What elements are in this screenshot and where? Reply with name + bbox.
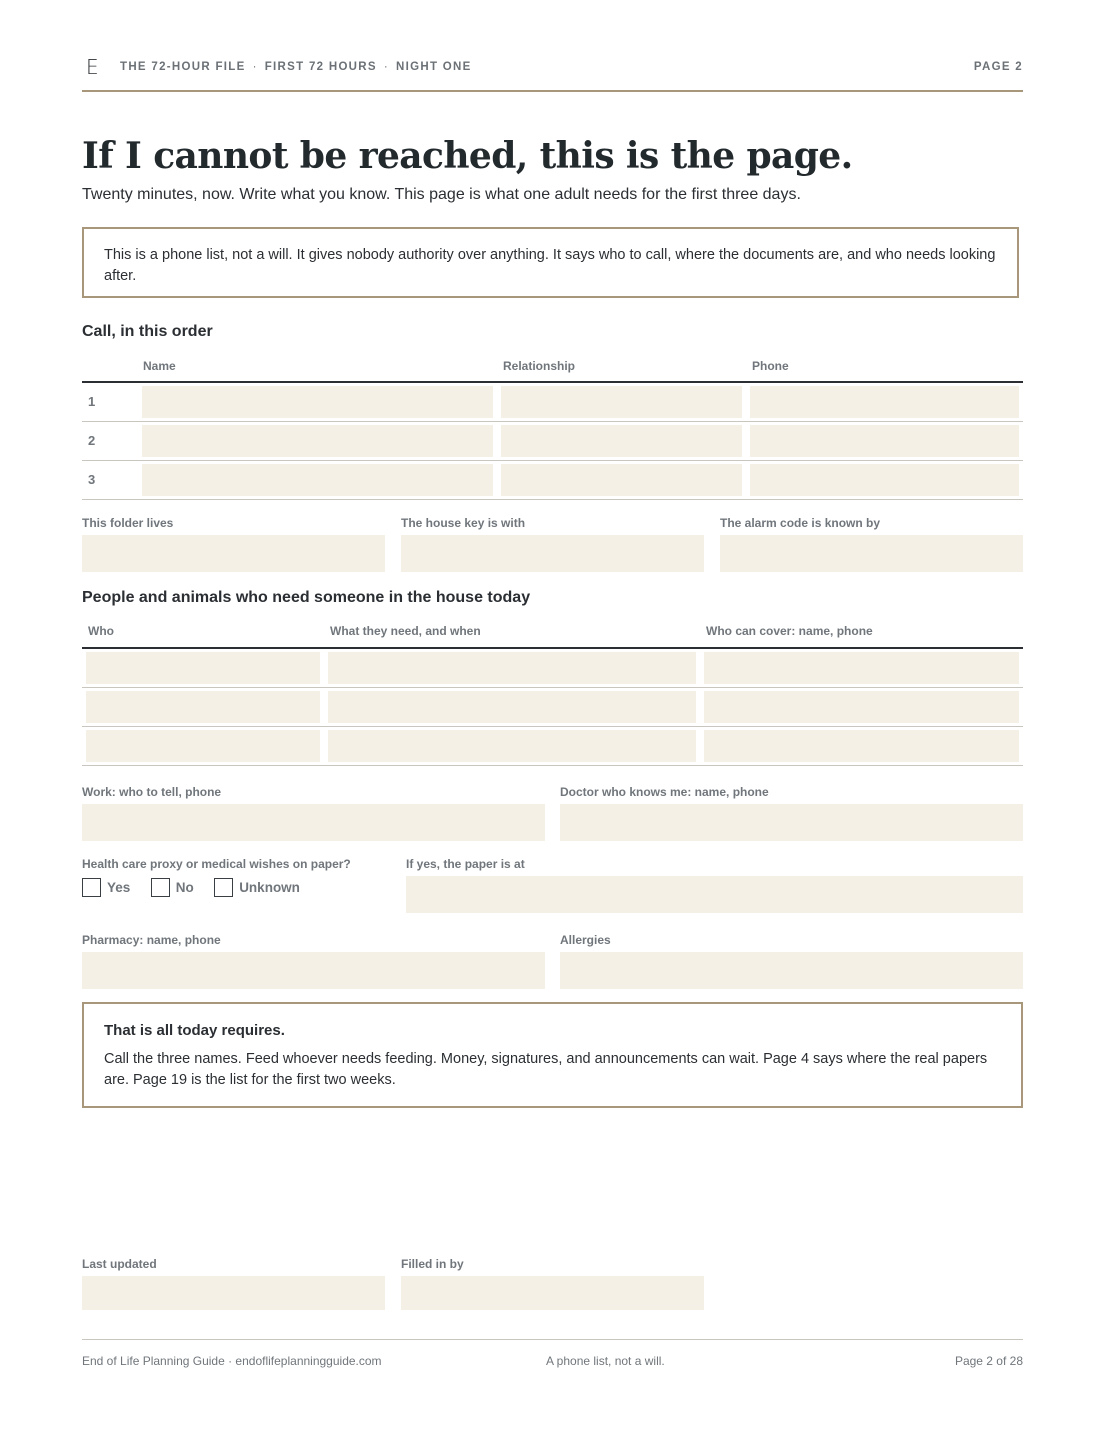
who-field[interactable]	[86, 652, 320, 684]
relationship-field[interactable]	[501, 464, 742, 496]
house-key-label: The house key is with	[401, 516, 526, 530]
work-contact-group	[82, 785, 545, 841]
care-row	[82, 727, 1023, 766]
phone-field[interactable]	[750, 464, 1019, 496]
cover-field[interactable]	[704, 652, 1019, 684]
pharmacy-group	[82, 933, 545, 989]
notice-box: This is a phone list, not a will. It gives nobody authority over anything. It says who to call, where the documents are, and who needs looking after.	[82, 227, 1019, 298]
care-row	[82, 649, 1023, 688]
call-table-header	[82, 356, 1023, 383]
header-bar	[82, 52, 1023, 92]
pharmacy-field[interactable]	[82, 952, 545, 989]
folder-location-field[interactable]	[82, 535, 385, 572]
checkbox-no[interactable]	[151, 878, 170, 897]
summary-body: Call the three names. Feed whoever needs feeding. Money, signatures, and announcements can wait. Page 4 says where the real papers are. Page 19 is the list for the first two weeks.	[104, 1051, 988, 1088]
folder-location-label: This folder lives	[82, 516, 174, 530]
allergies-group	[560, 933, 1023, 989]
care-table-header	[82, 622, 1023, 649]
summary-box	[82, 1002, 1023, 1108]
care-row	[82, 688, 1023, 727]
option-yes-label: Yes	[107, 880, 131, 895]
page-label: PAGE 2	[973, 61, 1023, 73]
breadcrumb-separator: ·	[383, 61, 390, 73]
needs-field[interactable]	[328, 691, 696, 723]
work-contact-field[interactable]	[82, 804, 545, 841]
call-row	[82, 383, 1023, 422]
house-key-group	[401, 516, 704, 572]
paper-location-field[interactable]	[406, 876, 1023, 913]
summary-title: That is all today requires.	[104, 1022, 285, 1039]
alarm-code-group	[720, 516, 1023, 572]
checkbox-unknown[interactable]	[214, 878, 233, 897]
option-unknown-label: Unknown	[239, 880, 300, 895]
alarm-code-field[interactable]	[720, 535, 1023, 572]
relationship-field[interactable]	[501, 386, 742, 418]
checkbox-yes[interactable]	[82, 878, 101, 897]
row-number: 1	[88, 394, 96, 409]
footer-tagline: A phone list, not a will.	[546, 1354, 665, 1368]
option-yes[interactable]	[82, 878, 130, 897]
who-field[interactable]	[86, 730, 320, 762]
page-subtitle: Twenty minutes, now. Write what you know. This page is what one adult needs for the first three days.	[82, 186, 801, 203]
call-section-title: Call, in this order	[82, 323, 213, 340]
last-updated-field[interactable]	[82, 1276, 385, 1310]
name-field[interactable]	[142, 464, 493, 496]
page-footer	[82, 1339, 1023, 1368]
cover-field[interactable]	[704, 691, 1019, 723]
filled-in-by-group	[401, 1257, 704, 1310]
proxy-options	[82, 878, 316, 902]
paper-location-label: If yes, the paper is at	[406, 857, 525, 871]
footer-source: End of Life Planning Guide · endoflifeplanningguide.com	[82, 1354, 382, 1368]
name-field[interactable]	[142, 386, 493, 418]
breadcrumb-item: THE 72-HOUR FILE	[120, 61, 246, 73]
call-table	[82, 356, 1023, 500]
name-field[interactable]	[142, 425, 493, 457]
column-relationship: Relationship	[503, 359, 576, 373]
breadcrumb-item: FIRST 72 HOURS	[264, 61, 377, 73]
call-row	[82, 422, 1023, 461]
who-field[interactable]	[86, 691, 320, 723]
folder-location-group	[82, 516, 385, 572]
phone-field[interactable]	[750, 425, 1019, 457]
call-row	[82, 461, 1023, 500]
last-updated-label: Last updated	[82, 1257, 157, 1271]
filled-in-by-field[interactable]	[401, 1276, 704, 1310]
breadcrumb	[120, 61, 472, 73]
doctor-contact-field[interactable]	[560, 804, 1023, 841]
filled-in-by-label: Filled in by	[401, 1257, 464, 1271]
phone-field[interactable]	[750, 386, 1019, 418]
care-table	[82, 622, 1023, 766]
breadcrumb-item: NIGHT ONE	[396, 61, 472, 73]
pharmacy-label: Pharmacy: name, phone	[82, 933, 221, 947]
proxy-question-group	[82, 857, 392, 876]
last-updated-group	[82, 1257, 385, 1310]
column-name: Name	[143, 359, 176, 373]
column-phone: Phone	[752, 359, 789, 373]
option-no[interactable]	[151, 878, 194, 897]
column-needs: What they need, and when	[330, 624, 481, 638]
footer-page-count: Page 2 of 28	[954, 1354, 1023, 1368]
alarm-code-label: The alarm code is known by	[720, 516, 881, 530]
row-number: 3	[88, 472, 96, 487]
doctor-contact-label: Doctor who knows me: name, phone	[560, 785, 769, 799]
column-who: Who	[88, 624, 114, 638]
needs-field[interactable]	[328, 652, 696, 684]
option-unknown[interactable]	[214, 878, 300, 897]
page-title: If I cannot be reached, this is the page.	[82, 135, 853, 177]
paper-location-group	[406, 857, 1023, 913]
breadcrumb-separator: ·	[252, 61, 258, 73]
allergies-field[interactable]	[560, 952, 1023, 989]
relationship-field[interactable]	[501, 425, 742, 457]
column-cover: Who can cover: name, phone	[706, 624, 873, 638]
needs-field[interactable]	[328, 730, 696, 762]
care-section-title: People and animals who need someone in the house today	[82, 589, 531, 606]
cover-field[interactable]	[704, 730, 1019, 762]
option-no-label: No	[175, 880, 194, 895]
work-contact-label: Work: who to tell, phone	[82, 785, 222, 799]
allergies-label: Allergies	[560, 933, 611, 947]
brand-logo: E	[86, 55, 99, 79]
proxy-question-label: Health care proxy or medical wishes on paper?	[82, 857, 351, 871]
doctor-contact-group	[560, 785, 1023, 841]
house-key-field[interactable]	[401, 535, 704, 572]
row-number: 2	[88, 433, 96, 448]
